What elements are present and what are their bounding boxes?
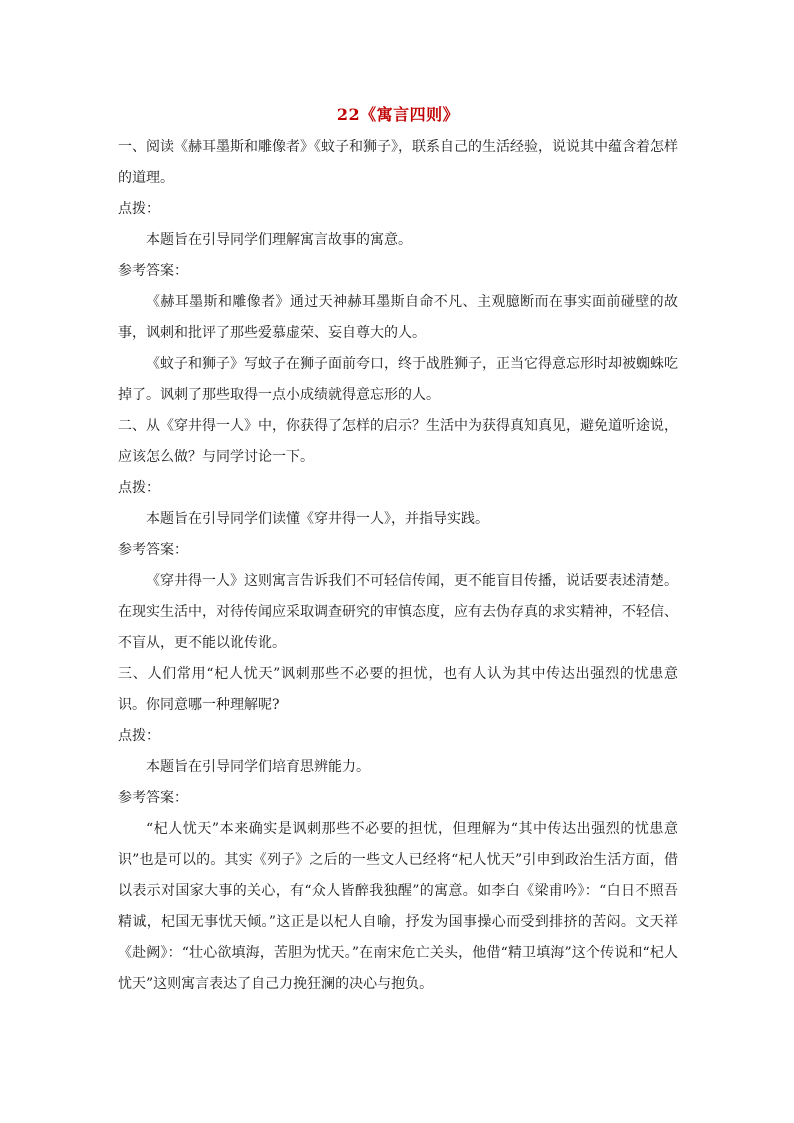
answer-label-3: 参考答案： (118, 790, 188, 806)
question-1: 一、阅读《赫耳墨斯和雕像者》《蚊子和狮子》，联系自己的生活经验，说说其中蕴含着怎样的道理。 (118, 139, 678, 186)
hint-label-1: 点拨： (118, 201, 160, 217)
answer-2-paragraph-1: 《穿井得一人》这则寓言告诉我们不可轻信传闻，更不能盲目传播，说话要表述清楚。在现实生活中，对待传闻应采取调查研究的审慎态度，应有去伪存真的求实精神，不轻信、不盲从，更不能以讹传讹。 (118, 573, 678, 651)
hint-1: 本题旨在引导同学们理解寓言故事的寓意。 (146, 232, 412, 248)
section-3 (118, 659, 678, 1000)
question-2: 二、从《穿井得一人》中，你获得了怎样的启示？生活中为获得真知真见，避免道听途说，应该怎么做？与同学讨论一下。 (118, 418, 678, 465)
answer-1-paragraph-1: 《赫耳墨斯和雕像者》通过天神赫耳墨斯自命不凡、主观臆断而在事实面前碰壁的故事，讽刺和批评了那些爱慕虚荣、妄自尊大的人。 (118, 294, 678, 341)
question-3: 三、人们常用“杞人忧天”讽刺那些不必要的担忧，也有人认为其中传达出强烈的忧患意识。你同意哪一种理解呢? (118, 666, 678, 713)
answer-label-1: 参考答案： (118, 263, 188, 279)
document-page (118, 100, 678, 1000)
section-2 (118, 411, 678, 659)
section-1 (118, 132, 678, 411)
hint-2: 本题旨在引导同学们读懂《穿井得一人》，并指导实践。 (146, 511, 489, 527)
answer-1-paragraph-2: 《蚊子和狮子》写蚊子在狮子面前夸口，终于战胜狮子，正当它得意忘形时却被蜘蛛吃掉了。讽刺了那些取得一点小成绩就得意忘形的人。 (118, 356, 678, 403)
hint-3: 本题旨在引导同学们培育思辨能力。 (146, 759, 370, 775)
answer-3-paragraph-1: “杞人忧天”本来确实是讽刺那些不必要的担忧，但理解为“其中传达出强烈的忧患意识”也是可以的。其实《列子》之后的一些文人已经将“杞人忧天”引申到政治生活方面，借以表示对国家大事的关心，有“众人皆醉我独醒”的寓意。如李白《梁甫吟》：“白日不照吾精诚，杞国无事忧天倾。”这正是以杞人自喻，抒发为国事操心而受到排挤的苦闷。文天祥《赴阙》：“壮心欲填海，苦胆为忧天。”在南宋危亡关头，他借“精卫填海”这个传说和“杞人忧天”这则寓言表达了自己力挽狂澜的决心与抱负。 (118, 821, 678, 992)
answer-label-2: 参考答案： (118, 542, 188, 558)
hint-label-3: 点拨： (118, 728, 160, 744)
hint-label-2: 点拨： (118, 480, 160, 496)
page-title: 22《寓言四则》 (336, 105, 460, 124)
